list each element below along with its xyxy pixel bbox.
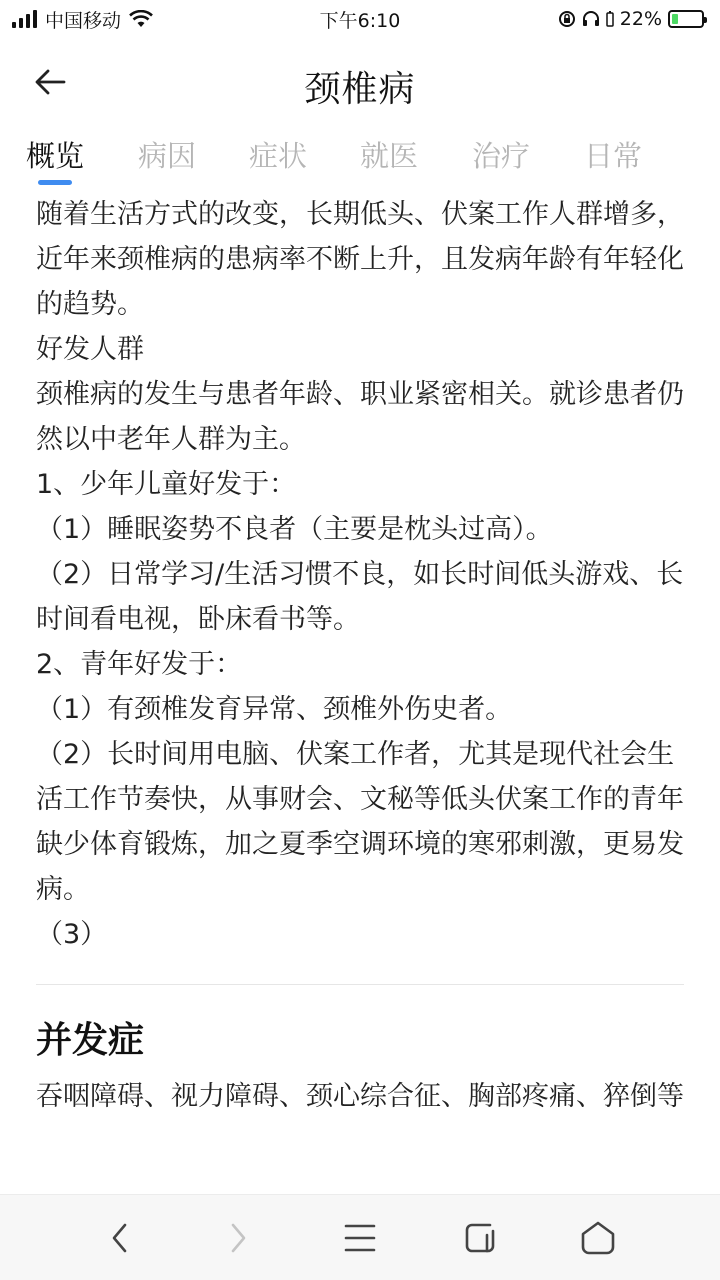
tab-symptoms[interactable]: 症状 bbox=[249, 139, 308, 173]
nav-back-button[interactable] bbox=[97, 1215, 143, 1261]
headphones-icon bbox=[582, 10, 600, 28]
rotation-lock-icon bbox=[558, 10, 576, 28]
status-bar bbox=[0, 0, 720, 38]
nav-menu-button[interactable] bbox=[337, 1215, 383, 1261]
status-left bbox=[12, 6, 153, 33]
tab-treatment[interactable]: 治疗 bbox=[472, 139, 531, 173]
page-title: 颈椎病 bbox=[304, 68, 416, 110]
overview-content bbox=[36, 192, 688, 957]
app-header bbox=[0, 46, 720, 126]
battery-level bbox=[672, 14, 678, 24]
battery-saver-icon bbox=[606, 10, 614, 28]
nav-tabs-button[interactable] bbox=[457, 1215, 503, 1261]
tab-bar bbox=[0, 126, 720, 190]
section-heading-susceptible-groups: 好发人群 bbox=[36, 334, 144, 365]
tab-overview[interactable]: 概览 bbox=[26, 139, 85, 173]
nav-forward-button[interactable] bbox=[215, 1215, 261, 1261]
arrow-left-icon bbox=[34, 68, 66, 96]
section-divider bbox=[36, 984, 684, 985]
forward-icon bbox=[228, 1222, 248, 1254]
nav-home-button[interactable] bbox=[575, 1215, 621, 1261]
browser-bottom-nav bbox=[0, 1194, 720, 1280]
wifi-icon bbox=[129, 10, 153, 28]
status-right bbox=[558, 8, 704, 30]
list-heading-youth: 2、青年好发于： bbox=[36, 649, 243, 680]
carrier-label: 中国移动 bbox=[45, 9, 122, 32]
battery-percent: 22% bbox=[619, 8, 662, 30]
list-item-youth-2: （2）长时间用电脑、伏案工作者，尤其是现代社会生活工作节奏快，从事财会、文秘等低头伏案工作的青年缺少体育锻炼，加之夏季空调环境的寒邪刺激，更易发病。 bbox=[36, 739, 684, 905]
list-item-youth-1: （1）有颈椎发育异常、颈椎外伤史者。 bbox=[36, 694, 513, 725]
home-icon bbox=[579, 1220, 617, 1256]
list-item-children-1: （1）睡眠姿势不良者（主要是枕头过高）。 bbox=[36, 514, 553, 545]
intro-paragraph: 随着生活方式的改变，长期低头、伏案工作人群增多，近年来颈椎病的患病率不断上升，且发病年龄有年轻化的趋势。 bbox=[36, 199, 684, 320]
active-tab-indicator bbox=[38, 180, 72, 185]
status-time: 下午6:10 bbox=[319, 9, 401, 32]
list-heading-children: 1、少年儿童好发于： bbox=[36, 469, 297, 500]
tab-daily[interactable]: 日常 bbox=[584, 139, 643, 173]
signal-icon bbox=[12, 10, 37, 28]
tab-medical-visit[interactable]: 就医 bbox=[360, 139, 419, 173]
paragraph-age-occupation: 颈椎病的发生与患者年龄、职业紧密相关。就诊患者仍然以中老年人群为主。 bbox=[36, 379, 684, 455]
menu-icon bbox=[344, 1223, 376, 1253]
list-item-children-2: （2）日常学习/生活习惯不良，如长时间低头游戏、长时间看电视，卧床看书等。 bbox=[36, 559, 684, 635]
complications-text: 吞咽障碍、视力障碍、颈心综合征、胸部疼痛、猝倒等 bbox=[36, 1081, 684, 1112]
back-button[interactable] bbox=[28, 60, 72, 104]
complications-title: 并发症 bbox=[36, 1020, 145, 1061]
back-icon bbox=[110, 1222, 130, 1254]
tabs-icon bbox=[463, 1221, 497, 1255]
battery-icon bbox=[668, 10, 704, 28]
list-item-youth-3: （3） bbox=[36, 919, 108, 950]
tab-causes[interactable]: 病因 bbox=[138, 139, 197, 173]
